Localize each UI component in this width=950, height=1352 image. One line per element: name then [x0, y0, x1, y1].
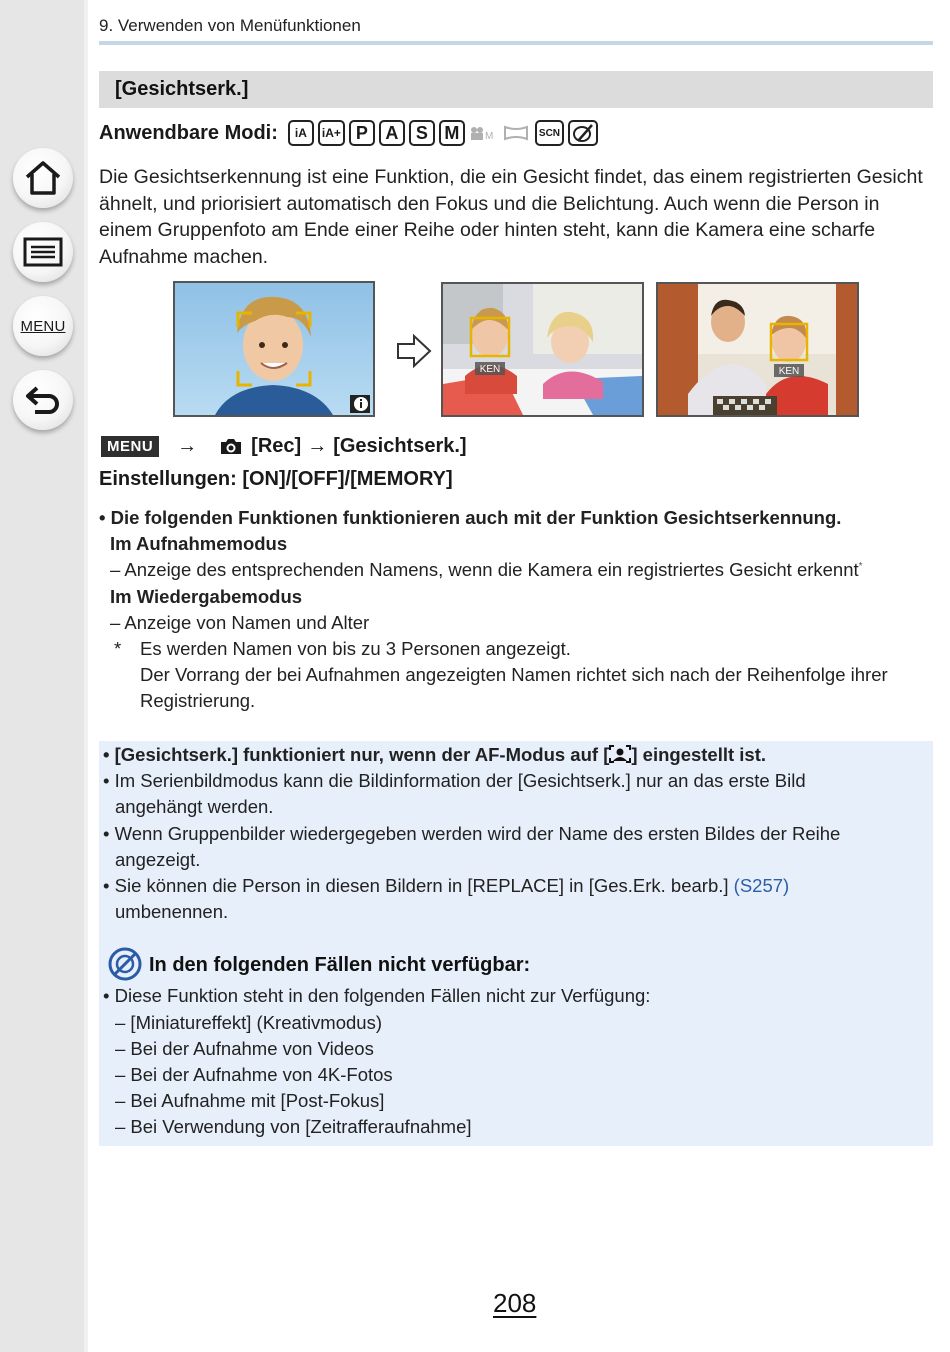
back-button[interactable] [13, 370, 73, 430]
mode-a-icon: A [379, 120, 405, 146]
mode-m-icon: M [439, 120, 465, 146]
contents-button[interactable] [13, 222, 73, 282]
scn-mode-icon: SCN [535, 120, 564, 146]
menu-badge: MENU [101, 436, 159, 457]
face-af-icon [609, 745, 631, 763]
face-label-1: KEN [479, 364, 501, 375]
not-available-item: – [Miniatureffekt] (Kreativmodus) [115, 1012, 382, 1033]
footnote-mark: * [114, 638, 122, 659]
note-rename-b: umbenennen. [115, 901, 229, 922]
play-mode-item: – Anzeige von Namen und Alter [110, 612, 370, 633]
footnote-line-2: Der Vorrang der bei Aufnahmen angezeigten Namen richtet sich nach der Reihenfolge ihrer [140, 664, 888, 685]
mode-ia-icon: iA [288, 120, 314, 146]
settings-line: Einstellungen: [ON]/[OFF]/[MEMORY] [99, 468, 453, 490]
not-available-title: In den folgenden Fällen nicht verfügbar: [149, 954, 531, 976]
note-group-a: • Wenn Gruppenbilder wiedergegeben werden wird der Name des ersten Bildes der Reihe [103, 823, 841, 844]
video-mode-icon [469, 120, 497, 146]
sidebar-edge [84, 0, 88, 1352]
note-rename [103, 875, 789, 897]
panorama-icon [503, 120, 529, 146]
creative-mode-icon [568, 120, 598, 146]
applicable-modes [99, 118, 602, 148]
menu-button[interactable] [13, 296, 73, 356]
functions-lead: • Die folgenden Funktionen funktionieren auch mit der Funktion Gesichtserkennung. [99, 507, 842, 528]
path-item: [Gesichtserk.] [333, 434, 467, 457]
note-rename-text: • Sie können die Person in diesen Bildern in [REPLACE] in [Ges.Erk. bearb.] [103, 875, 729, 896]
note-af-text-b: ] eingestellt ist. [631, 744, 767, 765]
list-icon [23, 237, 63, 267]
footnote-line-1: Es werden Namen von bis zu 3 Personen angezeigt. [140, 638, 571, 659]
menu-label: MENU [20, 317, 66, 335]
path-arrow: → [177, 434, 198, 457]
group-photo-1 [441, 282, 644, 417]
note-group-b: angezeigt. [115, 849, 201, 870]
svg-text:M: M [484, 131, 494, 141]
arrow-right-icon [396, 334, 432, 368]
intro-paragraph: Die Gesichtserkennung ist eine Funktion, die ein Gesicht findet, das einem registrierten Gesicht ähnelt, und priorisiert automatisch den Fokus und die Belichtung. Auch wenn die Person in einem Gruppenfoto am Ende einer Reihe oder hinten steht, kann die Kamera eine scharfe Aufnahme machen. [99, 166, 923, 268]
face-label-2: KEN [778, 366, 800, 377]
note-af-mode [103, 744, 766, 766]
rec-mode-text: – Anzeige des entsprechenden Namens, wenn die Kamera ein registriertes Gesicht erkennt [110, 559, 859, 580]
mode-ia-plus-icon: iA+ [318, 120, 345, 146]
group-photo-2 [656, 282, 859, 417]
not-available-lead: • Diese Funktion steht in den folgenden Fällen nicht zur Verfügung: [103, 985, 651, 1006]
note-burst-b: angehängt werden. [115, 796, 274, 817]
not-available-item: – Bei Verwendung von [Zeitrafferaufnahme] [115, 1116, 472, 1137]
note-af-text-a: • [Gesichtserk.] funktioniert nur, wenn der AF-Modus auf [ [103, 744, 610, 765]
mode-s-icon: S [409, 120, 435, 146]
rec-mode-item [110, 559, 863, 581]
section-bar [99, 71, 933, 108]
footnote-line-3: Registrierung. [140, 690, 256, 711]
home-button[interactable] [13, 148, 73, 208]
not-available-item: – Bei Aufnahme mit [Post-Fokus] [115, 1090, 385, 1111]
path-arrow-2: → [307, 434, 328, 457]
camera-icon [219, 436, 243, 456]
menu-path [101, 432, 467, 460]
header-rule [99, 41, 933, 45]
section-title: [Gesichtserk.] [115, 78, 249, 100]
page-link-s257[interactable]: (S257) [733, 875, 790, 896]
not-available-item: – Bei der Aufnahme von Videos [115, 1038, 374, 1059]
modes-label: Anwendbare Modi: [99, 121, 278, 144]
play-mode-heading: Im Wiedergabemodus [110, 586, 303, 607]
page-number: 208 [493, 1288, 537, 1318]
home-icon [23, 159, 63, 197]
chapter-title: 9. Verwenden von Menüfunktionen [99, 16, 361, 35]
back-arrow-icon [23, 383, 63, 417]
face-detect-photo [173, 281, 375, 417]
not-available-item: – Bei der Aufnahme von 4K-Fotos [115, 1064, 393, 1085]
mode-p-icon: P [349, 120, 375, 146]
note-burst-a: • Im Serienbildmodus kann die Bildinformation der [Gesichtserk.] nur an das erste Bild [103, 770, 806, 791]
footnote-star: * [858, 560, 863, 572]
not-available-icon [108, 947, 142, 981]
path-rec: [Rec] [251, 434, 302, 457]
rec-mode-heading: Im Aufnahmemodus [110, 533, 288, 554]
